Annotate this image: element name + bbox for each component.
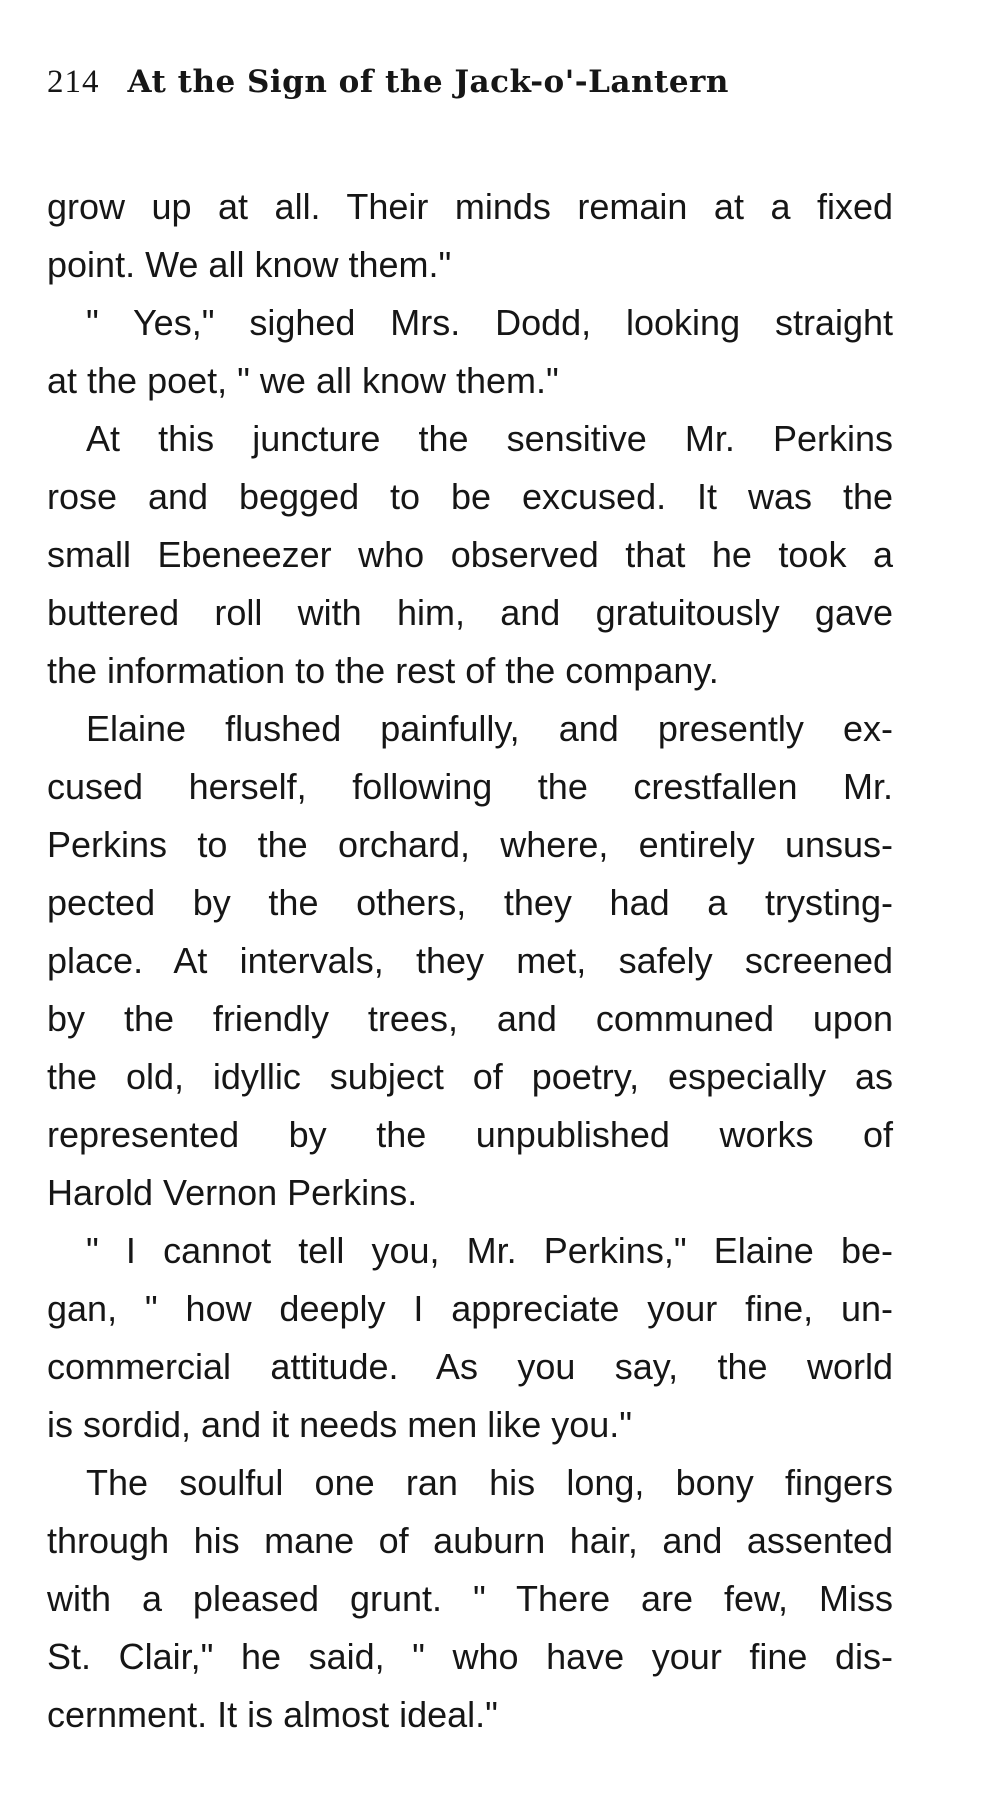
text-line: the information to the rest of the company.: [47, 650, 719, 691]
text-line: " Yes," sighed Mrs. Dodd, looking straight: [86, 302, 893, 343]
text-line: buttered roll with him, and gratuitously gave: [47, 592, 893, 633]
running-head: [47, 64, 729, 104]
text-line: cernment. It is almost ideal.": [47, 1694, 498, 1735]
text-line: St. Clair," he said, " who have your fine dis-: [47, 1636, 893, 1677]
text-line: small Ebeneezer who observed that he took a: [47, 534, 893, 575]
text-line: represented by the unpublished works of: [47, 1114, 893, 1155]
text-line: with a pleased grunt. " There are few, Miss: [47, 1578, 893, 1619]
text-line: at the poet, " we all know them.": [47, 360, 559, 401]
text-line: Harold Vernon Perkins.: [47, 1172, 418, 1213]
text-line: Elaine flushed painfully, and presently ex-: [86, 708, 893, 749]
text-line: pected by the others, they had a trysting-: [47, 882, 893, 923]
text-line: cused herself, following the crestfallen Mr.: [47, 766, 893, 807]
text-line: rose and begged to be excused. It was the: [47, 476, 893, 517]
text-line: by the friendly trees, and communed upon: [47, 998, 893, 1039]
text-line: At this juncture the sensitive Mr. Perkins: [86, 418, 893, 459]
text-line: commercial attitude. As you say, the world: [47, 1346, 893, 1387]
text-line: place. At intervals, they met, safely screened: [47, 940, 893, 981]
text-line: Perkins to the orchard, where, entirely unsus-: [47, 824, 893, 865]
text-line: grow up at all. Their minds remain at a fixed: [47, 186, 893, 227]
running-title: At the Sign of the Jack-o'-Lantern: [127, 64, 729, 100]
text-line: is sordid, and it needs men like you.": [47, 1404, 633, 1445]
text-line: through his mane of auburn hair, and assented: [47, 1520, 893, 1561]
text-line: " I cannot tell you, Mr. Perkins," Elaine be-: [86, 1230, 893, 1271]
text-line: The soulful one ran his long, bony fingers: [86, 1462, 893, 1503]
body-text: [47, 178, 893, 1744]
text-line: the old, idyllic subject of poetry, especially as: [47, 1056, 893, 1097]
text-line: gan, " how deeply I appreciate your fine, un-: [47, 1288, 893, 1329]
page-number: 214: [47, 64, 100, 100]
text-line: point. We all know them.": [47, 244, 452, 285]
